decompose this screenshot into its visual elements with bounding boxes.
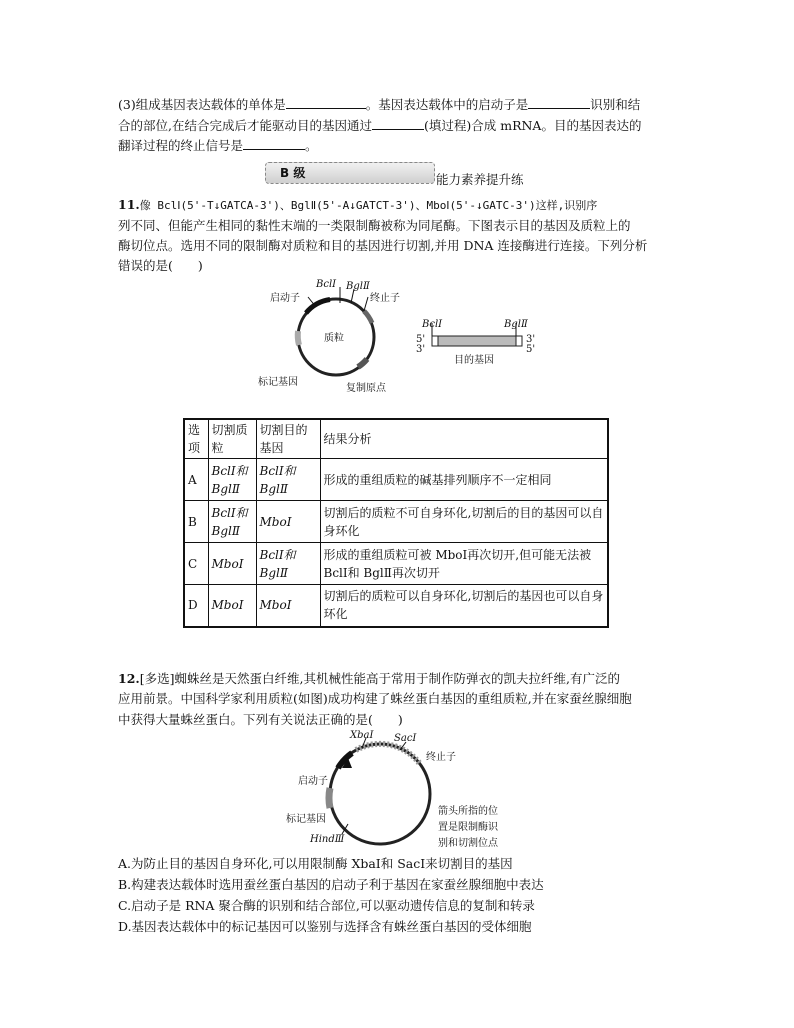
bgl-label: BglⅡ (346, 281, 370, 292)
level-badge (265, 162, 435, 184)
level-badge-label: B 级 (280, 166, 306, 180)
sac-label: SacⅠ (394, 733, 417, 744)
target-gene-left-site (432, 336, 438, 346)
cell-plasmid: BclⅠ和BglⅡ (208, 501, 256, 543)
q10-line1 (118, 96, 640, 114)
q11-text: 像 BclⅠ(5'-T↓GATCA-3')、BglⅡ(5'-A↓GATCT-3')、MboⅠ(5'-↓GATC-3')这样,识别序 (139, 199, 598, 212)
table-header-row (184, 419, 608, 459)
q12-line2: 应用前景。中国科学家利用质粒(如图)成功构建了蛛丝蛋白基因的重组质粒,并在家蚕丝腺细胞 (118, 691, 632, 706)
end-3-right: 3' (526, 334, 536, 345)
note-line1: 箭头所指的位 (438, 806, 498, 817)
terminator-segment (364, 311, 372, 323)
plasmid-label: 质粒 (324, 333, 344, 344)
terminator-label: 终止子 (370, 293, 400, 304)
q10-line3 (118, 137, 318, 155)
q10-text: 翻译过程的终止信号是 (118, 138, 244, 153)
end-5-right: 5' (526, 344, 536, 355)
answer-blank[interactable] (372, 117, 424, 130)
answer-blank[interactable] (286, 96, 366, 109)
answer-blank[interactable] (243, 137, 305, 150)
note-line3: 别和切割位点 (438, 838, 498, 849)
cell-gene: BclⅠ和BglⅡ (256, 459, 320, 501)
cell-result: 切割后的质粒不可自身环化,切割后的目的基因可以自身环化 (320, 501, 608, 543)
question-number: 12. (118, 671, 140, 686)
q11-line2: 列不同、但能产生相同的黏性末端的一类限制酶被称为同尾酶。下图表示目的基因及质粒上的 (118, 218, 631, 233)
target-gene-label: 目的基因 (454, 355, 494, 366)
promoter-label: 启动子 (270, 293, 300, 304)
q10-text: 合的部位,在结合完成后才能驱动目的基因通过 (118, 118, 372, 133)
cell-gene: BclⅠ和BglⅡ (256, 543, 320, 585)
gene-bgl-label: BglⅡ (504, 319, 528, 330)
cell-plasmid: MboⅠ (208, 585, 256, 627)
cell-gene: MboⅠ (256, 501, 320, 543)
option-a[interactable]: A.为防止目的基因自身环化,可以用限制酶 XbaⅠ和 SacⅠ来切割目的基因 (118, 856, 513, 871)
ori-segment (358, 359, 367, 367)
end-3-left: 3' (416, 344, 426, 355)
answer-blank[interactable] (528, 96, 590, 109)
terminator-label: 终止子 (426, 752, 456, 763)
question-number: 11. (118, 197, 140, 212)
ori-label: 复制原点 (346, 383, 386, 394)
cell-result: 形成的重组质粒可被 MboⅠ再次切开,但可能无法被 BclⅠ和 BglⅡ再次切开 (320, 543, 608, 585)
q12-line1 (118, 670, 620, 688)
header-gene: 切割目的基因 (256, 419, 320, 459)
cell-option: C (184, 543, 208, 585)
q12-diagram (280, 728, 520, 854)
option-c[interactable]: C.启动子是 RNA 聚合酶的识别和结合部位,可以驱动遗传信息的复制和转录 (118, 898, 535, 913)
q11-diagram (250, 275, 550, 400)
end-5-left: 5' (416, 334, 426, 345)
level-subtitle: 能力素养提升练 (436, 172, 524, 187)
promoter-label: 启动子 (298, 776, 328, 787)
marker-segment (329, 788, 330, 808)
q10-text: 。 (305, 138, 318, 153)
terminator-leader (364, 297, 368, 311)
marker-segment (298, 331, 299, 345)
gene-bcl-label: BclⅠ (422, 319, 443, 330)
header-option: 选项 (184, 419, 208, 459)
cell-option: D (184, 585, 208, 627)
marker-label: 标记基因 (258, 377, 298, 388)
note-line2: 置是限制酶识 (438, 822, 498, 833)
cell-result: 形成的重组质粒的碱基排列顺序不一定相同 (320, 459, 608, 501)
q11-line4: 错误的是( ) (118, 258, 203, 273)
table-row[interactable] (184, 459, 608, 501)
cell-result: 切割后的质粒可以自身环化,切割后的基因也可以自身环化 (320, 585, 608, 627)
q12-text: [多选]蜘蛛丝是天然蛋白纤维,其机械性能高于常用于制作防弹衣的凯夫拉纤维,有广泛的 (139, 671, 620, 686)
cell-gene: MboⅠ (256, 585, 320, 627)
header-plasmid: 切割质粒 (208, 419, 256, 459)
promoter-segment (306, 300, 330, 314)
table-row[interactable] (184, 543, 608, 585)
options-table (183, 418, 609, 628)
cell-option: A (184, 459, 208, 501)
hind-label: HindⅢ (310, 834, 345, 845)
header-result: 结果分析 (320, 419, 608, 459)
target-gene-right-site (516, 336, 522, 346)
q12-line3: 中获得大量蛛丝蛋白。下列有关说法正确的是( ) (118, 712, 403, 727)
q11-line3: 酶切位点。选用不同的限制酶对质粒和目的基因进行切割,并用 DNA 连接酶进行连接。下列分析 (118, 238, 648, 253)
q10-text: (填过程)合成 mRNA。目的基因表达的 (423, 118, 642, 133)
q10-text: 。基因表达载体中的启动子是 (365, 97, 529, 112)
q11-line1 (118, 196, 597, 215)
cell-plasmid: MboⅠ (208, 543, 256, 585)
q10-line2 (118, 117, 641, 135)
table-row[interactable] (184, 585, 608, 627)
q10-text: 识别和结 (590, 97, 641, 112)
xba-label: XbaⅠ (350, 730, 374, 741)
option-d[interactable]: D.基因表达载体中的标记基因可以鉴别与选择含有蛛丝蛋白基因的受体细胞 (118, 919, 532, 934)
cell-plasmid: BclⅠ和BglⅡ (208, 459, 256, 501)
q10-text: (3)组成基因表达载体的单体是 (118, 97, 286, 112)
marker-label: 标记基因 (286, 814, 326, 825)
option-b[interactable]: B.构建表达载体时选用蚕丝蛋白基因的启动子利于基因在家蚕丝腺细胞中表达 (118, 877, 544, 892)
target-gene-bar (432, 336, 522, 346)
table-row[interactable] (184, 501, 608, 543)
bcl-label: BclⅠ (316, 279, 337, 290)
cell-option: B (184, 501, 208, 543)
